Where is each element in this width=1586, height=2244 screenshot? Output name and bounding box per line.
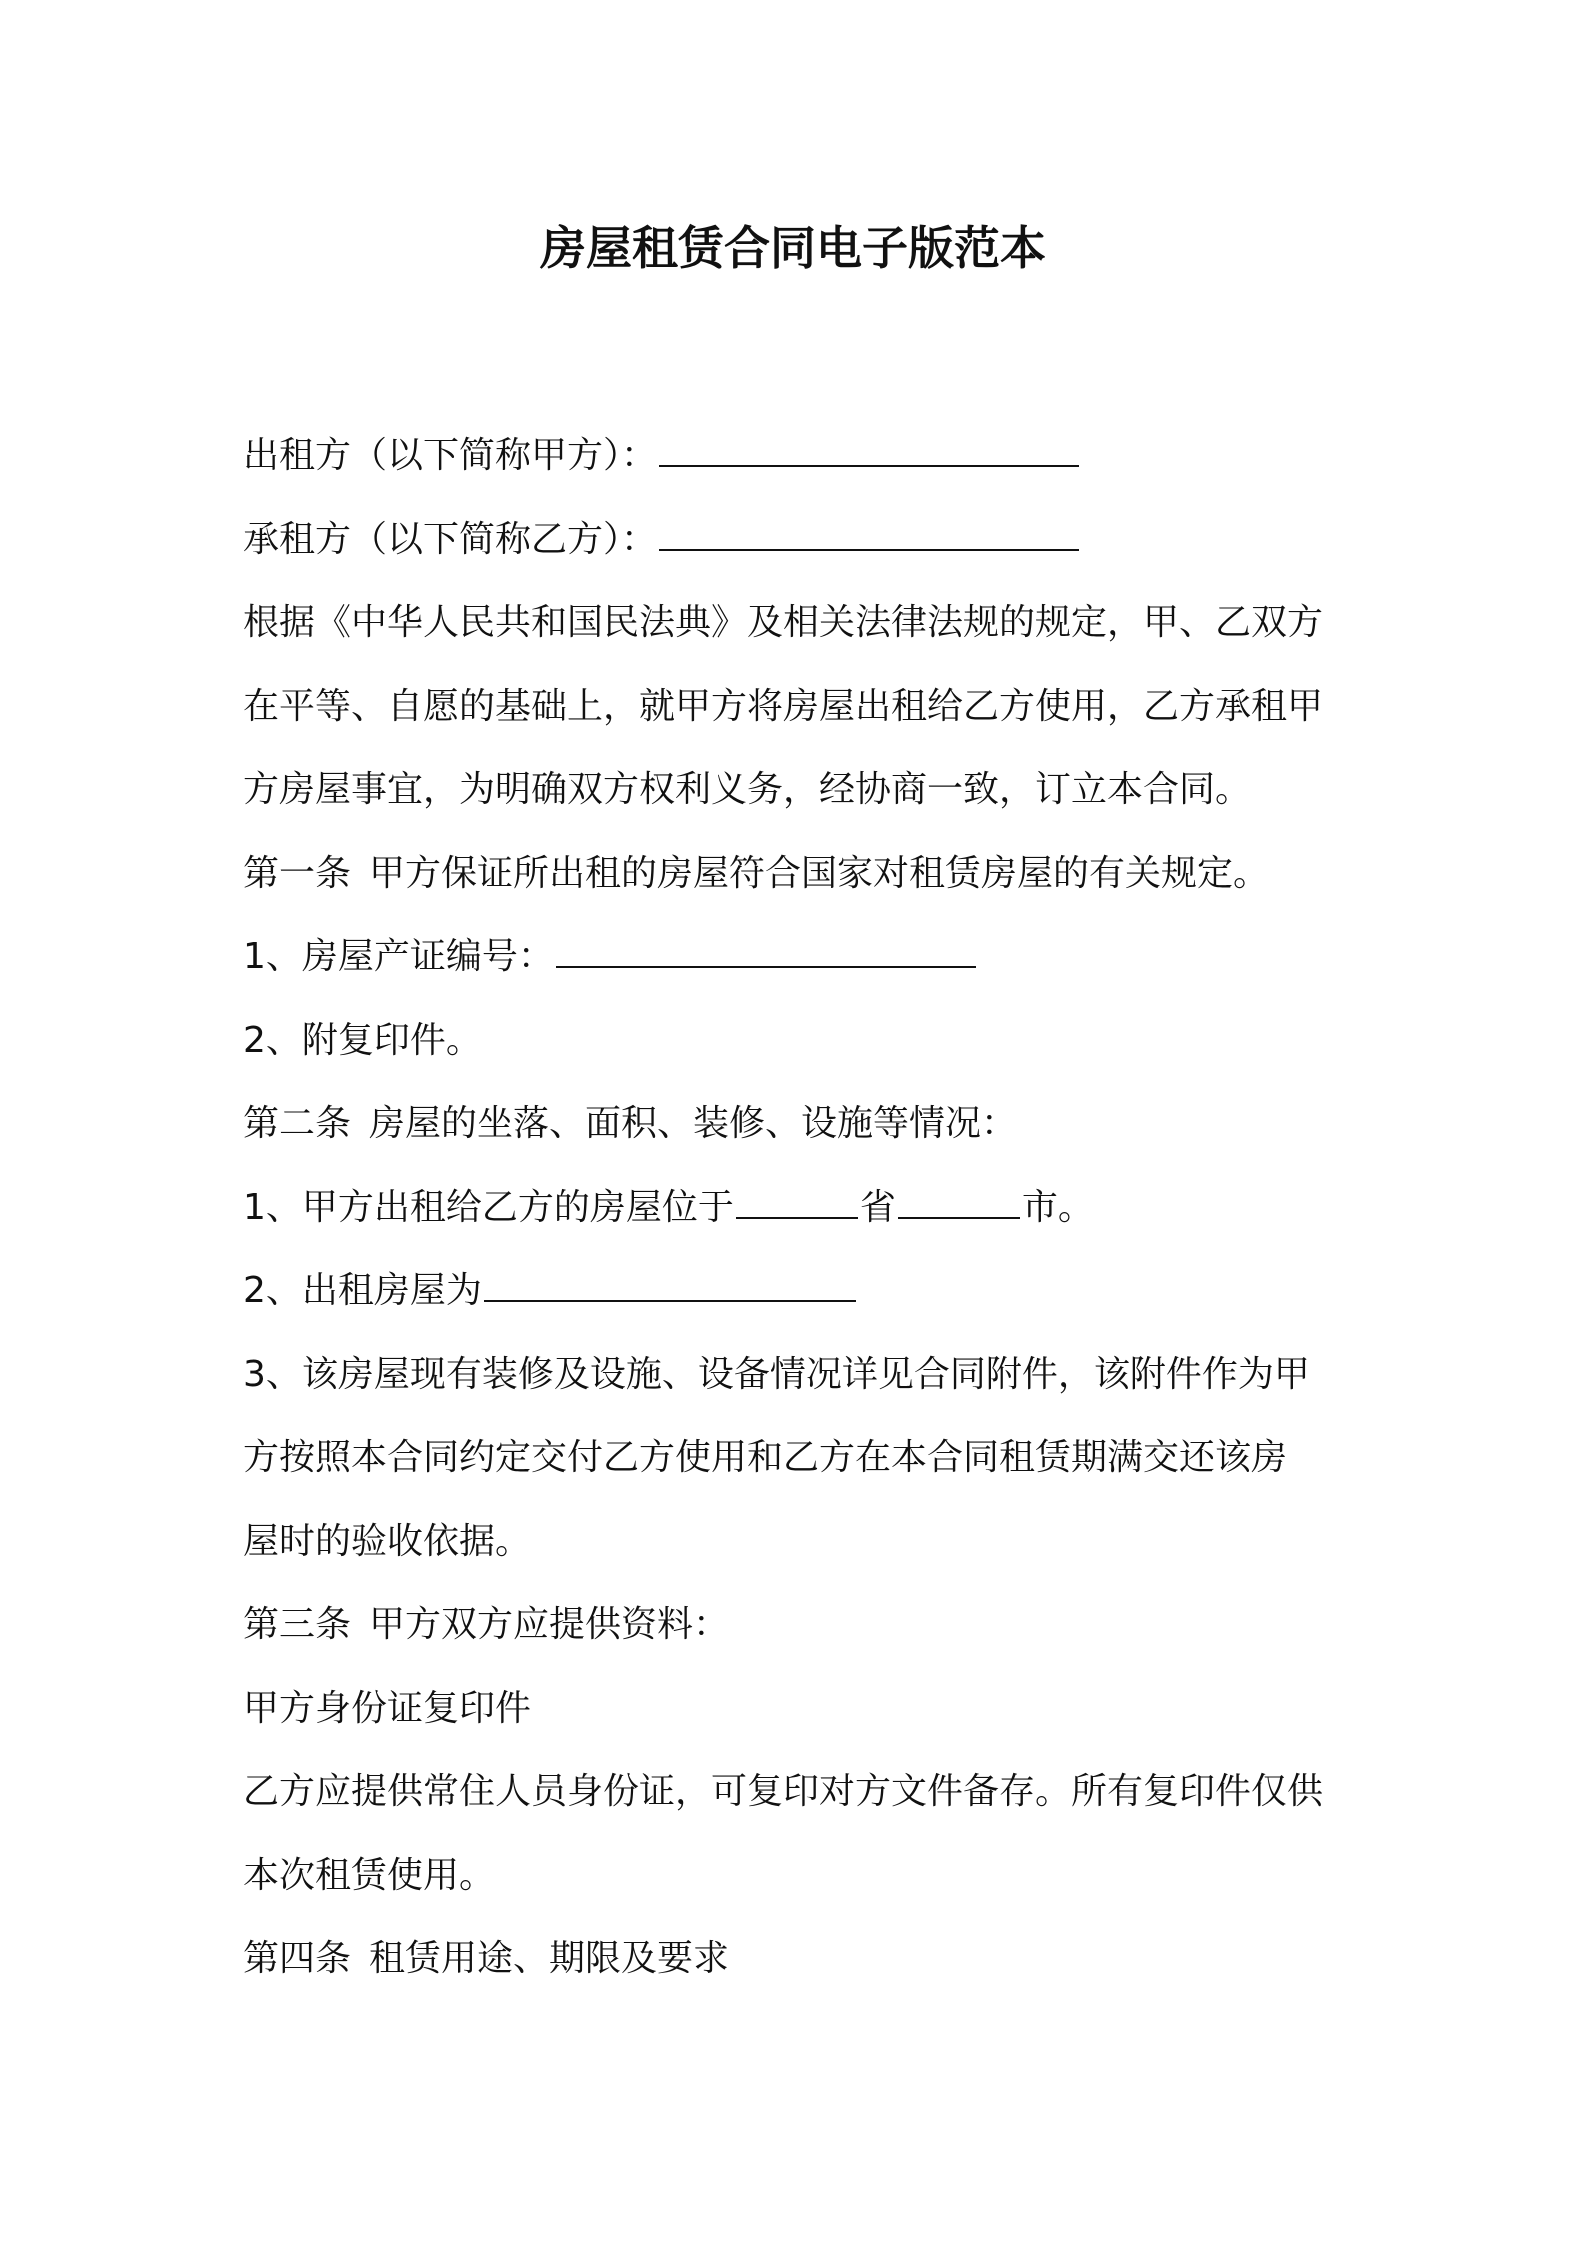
paragraph-line: 屋时的验收依据。 (243, 1520, 532, 1562)
paragraph-line: 3、该房屋现有装修及设施、设备情况详见合同附件，该附件作为甲 (243, 1353, 1310, 1395)
location-label: 1、甲方出租给乙方的房屋位于 (243, 1186, 734, 1228)
lessee-blank (659, 521, 1079, 551)
article-text: 租赁用途、期限及要求 (369, 1938, 730, 1979)
lessee-line (243, 498, 1353, 582)
document-body (243, 414, 1353, 2001)
paragraph-line: 在平等、自愿的基础上，就甲方将房屋出租给乙方使用，乙方承租甲 (243, 685, 1324, 727)
article-3-heading (243, 1583, 1353, 1667)
paragraph-line: 本次租赁使用。 (243, 1854, 496, 1896)
article-text: 甲方双方应提供资料： (369, 1604, 730, 1645)
location-line (243, 1166, 1353, 1250)
city-label: 市。 (1021, 1186, 1094, 1228)
certificate-number-blank (556, 938, 976, 968)
house-type-line (243, 1249, 1353, 1333)
lessor-blank (659, 437, 1079, 467)
paragraph-line: 根据《中华人民共和国民法典》及相关法律法规的规定，甲、乙双方 (243, 602, 1324, 643)
certificate-number-label: 1、房屋产证编号： (243, 936, 554, 977)
house-type-label: 2、出租房屋为 (243, 1270, 482, 1311)
paragraph-line: 方按照本合同约定交付乙方使用和乙方在本合同租赁期满交还该房 (243, 1437, 1288, 1478)
paragraph-line: 方房屋事宜，为明确双方权利义务，经协商一致，订立本合同。 (243, 769, 1252, 810)
document-title: 房屋租赁合同电子版范本 (540, 221, 1046, 275)
article-1-heading (243, 832, 1353, 916)
article-4-heading (243, 1917, 1353, 2001)
article-2-heading (243, 1082, 1353, 1166)
lessor-label: 出租方（以下简称甲方）： (243, 435, 658, 476)
province-label: 省 (859, 1186, 896, 1228)
paragraph-line: 2、附复印件。 (243, 1019, 482, 1061)
article-number: 第二条 (243, 1103, 352, 1144)
article-number: 第一条 (243, 852, 352, 894)
certificate-number-line (243, 915, 1353, 999)
lessor-line (243, 414, 1353, 498)
house-type-blank (484, 1272, 856, 1302)
article-number: 第四条 (243, 1938, 352, 1979)
paragraph-line: 甲方身份证复印件 (243, 1687, 532, 1729)
lessee-label: 承租方（以下简称乙方）： (243, 518, 658, 560)
article-number: 第三条 (243, 1604, 352, 1645)
article-text: 甲方保证所出租的房屋符合国家对租赁房屋的有关规定。 (369, 852, 1270, 894)
article-text: 房屋的坐落、面积、装修、设施等情况： (369, 1103, 1018, 1144)
province-blank (736, 1189, 858, 1219)
paragraph-line: 乙方应提供常住人员身份证，可复印对方文件备存。所有复印件仅供 (243, 1771, 1324, 1812)
city-blank (898, 1189, 1020, 1219)
